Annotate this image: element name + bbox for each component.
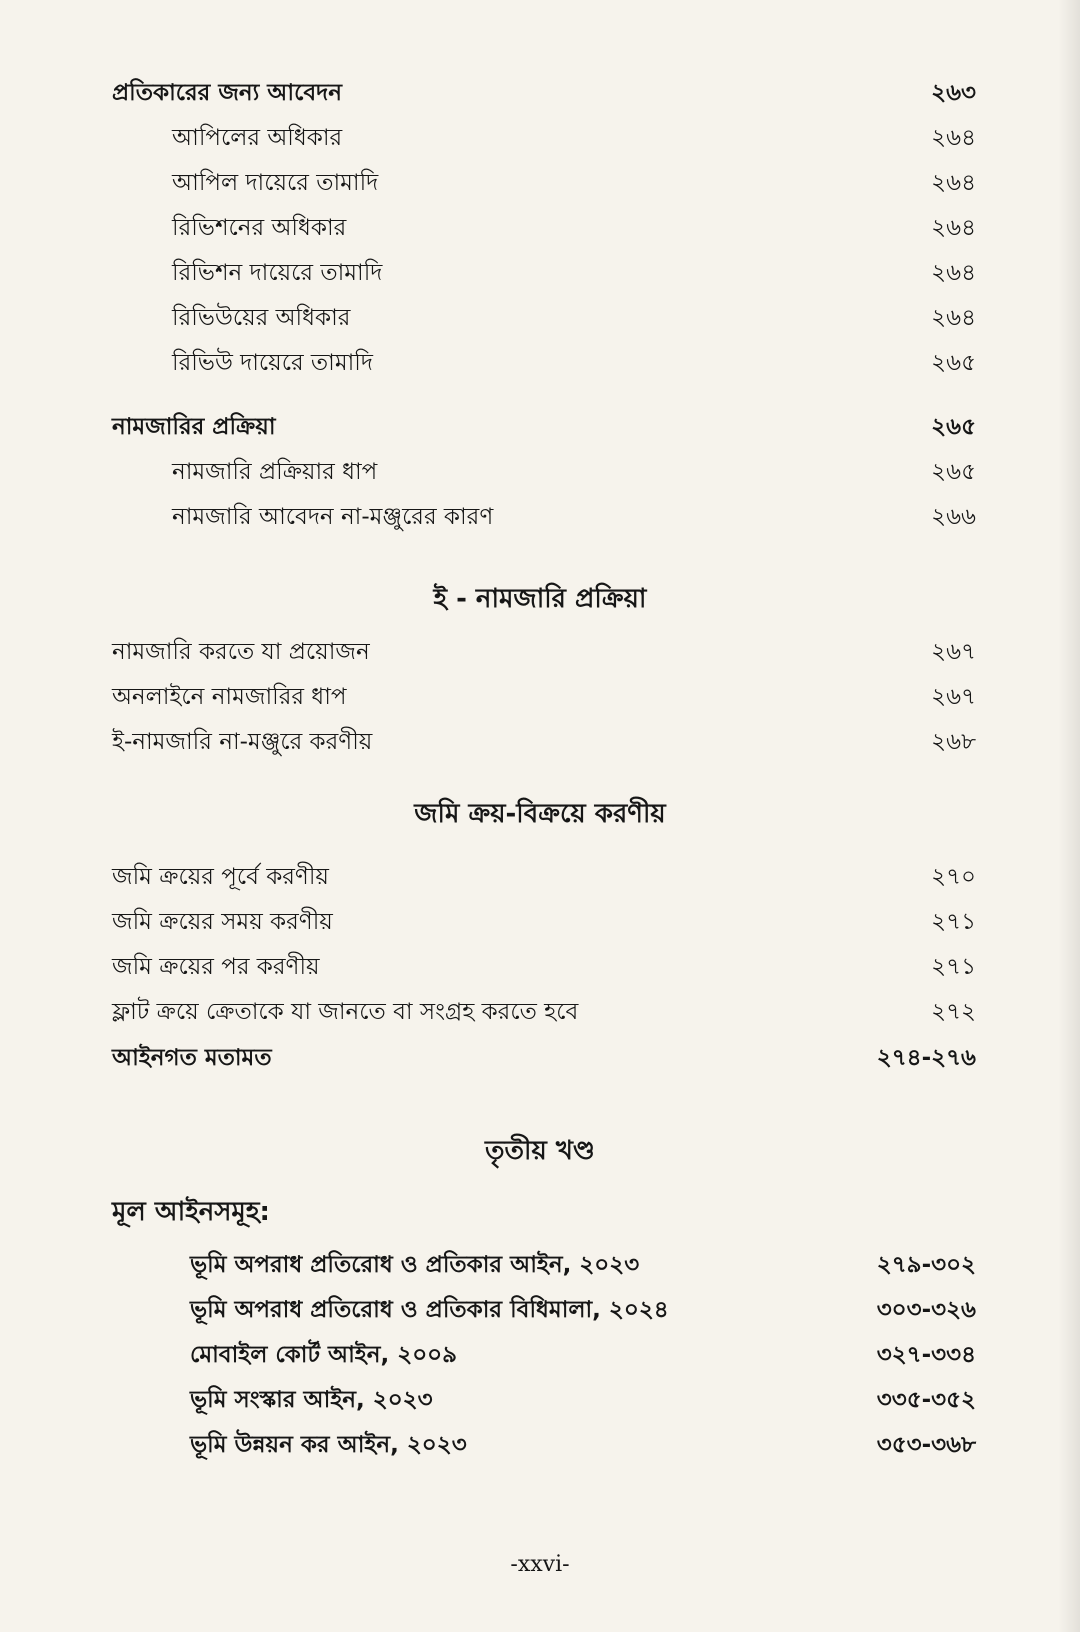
toc-entry-page: ৩২৭-৩৩৪ [876,1342,976,1368]
toc-entry [172,457,976,487]
toc-entry-label: জমি ক্রয়ের পূর্বে করণীয় [112,864,329,890]
toc-entry-label: ই-নামজারি না-মঞ্জুরে করণীয় [112,729,373,755]
toc-entry-page: ২৭২ [931,999,976,1025]
toc-entry-page: ২৬৫ [931,414,976,440]
toc-entry-page: ২৭১ [931,954,976,980]
toc-entry-page: ২৬৪ [931,260,976,286]
toc-entry [172,213,976,243]
toc-entry-label: নামজারি প্রক্রিয়ার ধাপ [172,459,378,485]
toc-entry-page: ২৬৭ [931,639,976,665]
toc-entry-label: রিভিউয়ের অধিকার [172,305,351,331]
toc-entry [172,502,976,532]
toc-entry-page: ২৭০ [931,864,976,890]
toc-entry-label: নামজারির প্রক্রিয়া [112,414,276,440]
toc-entry [112,997,976,1027]
toc-entry-page: ২৬৫ [931,350,976,376]
section-heading: ই - নামজারি প্রক্রিয়া [433,584,647,614]
toc-entry-label: নামজারি আবেদন না-মঞ্জুরের কারণ [172,504,494,530]
toc-entry-label: ভূমি অপরাধ প্রতিরোধ ও প্রতিকার বিধিমালা, ২০২৪ [190,1297,669,1323]
toc-entry [172,123,976,153]
toc-entry-page: ২৬৬ [931,504,976,530]
toc-entry-label: নামজারি করতে যা প্রয়োজন [112,639,370,665]
toc-entry-label: ভূমি অপরাধ প্রতিরোধ ও প্রতিকার আইন, ২০২৩ [190,1252,640,1278]
toc-entry-label: মোবাইল কোর্ট আইন, ২০০৯ [190,1342,458,1368]
part-heading: তৃতীয় খণ্ড [485,1136,595,1166]
toc-entry [112,727,976,757]
toc-entry [190,1250,976,1280]
toc-entry-page: ২৬৩ [931,80,976,106]
toc-entry [112,1043,976,1073]
toc-entry [112,682,976,712]
toc-entry-label: আপিলের অধিকার [172,125,343,151]
toc-entry [172,348,976,378]
toc-entry-label: আপিল দায়েরে তামাদি [172,170,379,196]
toc-entry-page: ২৭৪-২৭৬ [876,1045,976,1071]
toc-entry-page: ২৬৪ [931,170,976,196]
toc-entry [112,952,976,982]
toc-entry [112,637,976,667]
toc-entry [190,1340,976,1370]
toc-entry-label: অনলাইনে নামজারির ধাপ [112,684,347,710]
page-number: -xxvi- [510,1552,570,1577]
toc-entry [190,1430,976,1460]
toc-entry-label: রিভিশন দায়েরে তামাদি [172,260,383,286]
toc-entry-label: প্রতিকারের জন্য আবেদন [112,80,342,106]
toc-entry-label: ভূমি সংস্কার আইন, ২০২৩ [190,1387,433,1413]
toc-entry-label: আইনগত মতামত [112,1045,272,1071]
toc-entry-page: ৩৫৩-৩৬৮ [876,1432,976,1458]
toc-entry-page: ৩০৩-৩২৬ [876,1297,976,1323]
toc-entry-label: রিভিশনের অধিকার [172,215,347,241]
toc-entry-label: ভূমি উন্নয়ন কর আইন, ২০২৩ [190,1432,467,1458]
toc-entry-page: ২৬৪ [931,215,976,241]
toc-entry-page: ২৬৮ [931,729,976,755]
toc-entry-page: ৩৩৫-৩৫২ [876,1387,976,1413]
toc-entry-page: ২৬৪ [931,125,976,151]
toc-entry-page: ২৭৯-৩০২ [876,1252,976,1278]
toc-entry [172,168,976,198]
toc-entry-label: জমি ক্রয়ের সময় করণীয় [112,909,333,935]
toc-entry [172,303,976,333]
toc-entry-page: ২৬৪ [931,305,976,331]
toc-entry-label: রিভিউ দায়েরে তামাদি [172,350,373,376]
toc-entry [112,412,976,442]
main-laws-label: মূল আইনসমূহ: [112,1197,270,1227]
page-edge-shadow [1058,0,1080,1632]
toc-entry [112,862,976,892]
toc-entry [172,258,976,288]
toc-entry-label: ফ্লাট ক্রয়ে ক্রেতাকে যা জানতে বা সংগ্রহ করতে হবে [112,999,579,1025]
section-heading: জমি ক্রয়-বিক্রয়ে করণীয় [414,799,666,829]
toc-entry-label: জমি ক্রয়ের পর করণীয় [112,954,320,980]
toc-entry [112,907,976,937]
toc-entry-page: ২৬৭ [931,684,976,710]
toc-entry-page: ২৭১ [931,909,976,935]
toc-entry [112,78,976,108]
toc-entry [190,1385,976,1415]
toc-entry-page: ২৬৫ [931,459,976,485]
toc-entry [190,1295,976,1325]
